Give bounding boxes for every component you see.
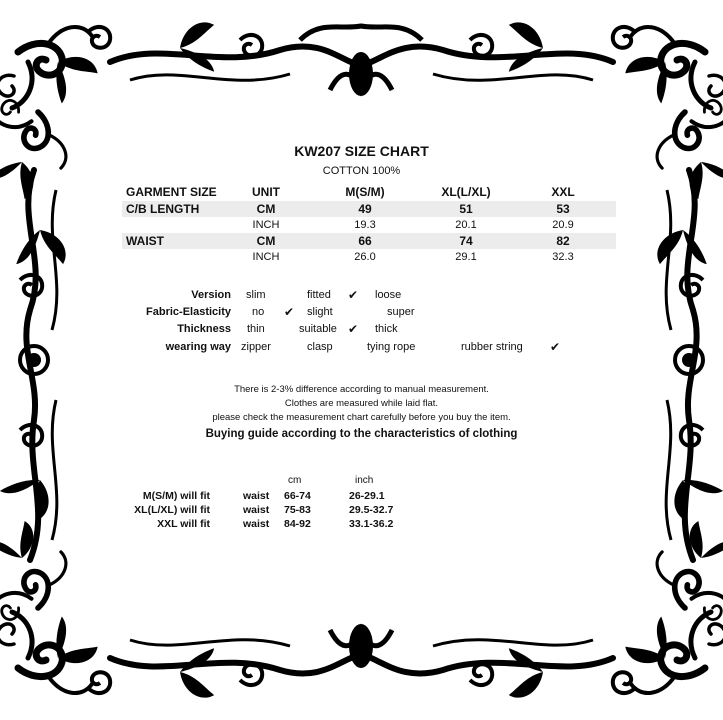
header-garment-size: GARMENT SIZE [126, 185, 217, 199]
option-no: no [252, 306, 265, 318]
attr-label-version: Version [191, 289, 231, 301]
right-edge-ornament [653, 170, 723, 560]
option-clasp: clasp [307, 341, 333, 353]
attr-label-wearing-way: wearing way [165, 341, 231, 353]
option-zipper: zipper [241, 341, 271, 353]
option-slight: slight [307, 306, 333, 318]
corner-ornament-bottom-right [613, 520, 723, 693]
value-cell: 32.3 [552, 251, 574, 263]
unit-cell: CM [256, 202, 276, 216]
fit-col-cm: cm [288, 475, 302, 486]
option-rubber-string: rubber string [461, 341, 523, 353]
fit-cm: 75-83 [284, 504, 311, 516]
value-cell: 19.3 [354, 219, 376, 231]
fit-row-label: XXL will fit [157, 518, 210, 530]
fit-cm: 66-74 [284, 490, 311, 502]
fit-inch: 33.1-36.2 [349, 518, 394, 530]
note-line: There is 2-3% difference according to manual measurement. [234, 384, 489, 395]
note-line: Clothes are measured while laid flat. [284, 398, 439, 409]
row-label-cb-length: C/B LENGTH [126, 202, 200, 216]
check-icon: ✔ [348, 288, 359, 302]
row-label-waist: WAIST [126, 234, 164, 248]
value-cell: 20.9 [552, 219, 574, 231]
left-edge-ornament [0, 170, 70, 560]
corner-ornament-bottom-left [0, 520, 110, 693]
attr-label-thickness: Thickness [177, 323, 231, 335]
option-thick: thick [375, 323, 398, 335]
option-slim: slim [246, 289, 266, 301]
fit-row-label: M(S/M) will fit [142, 490, 210, 502]
fit-inch: 26-29.1 [349, 490, 385, 502]
value-cell: 74 [459, 234, 473, 248]
header-unit: UNIT [252, 185, 280, 199]
option-fitted: fitted [307, 289, 331, 301]
header-size-xl: XL(L/XL) [441, 185, 491, 199]
value-cell: 82 [556, 234, 570, 248]
fit-inch: 29.5-32.7 [349, 504, 394, 516]
unit-cell: CM [256, 234, 276, 248]
fit-row-label: XL(L/XL) will fit [134, 504, 210, 516]
value-cell: 26.0 [354, 251, 376, 263]
unit-cell: INCH [252, 251, 280, 263]
fit-part: waist [243, 518, 270, 530]
value-cell: 20.1 [455, 219, 477, 231]
value-cell: 51 [459, 202, 473, 216]
value-cell: 29.1 [455, 251, 477, 263]
bottom-edge-ornament [110, 624, 613, 702]
top-edge-ornament [110, 18, 613, 96]
check-icon: ✔ [284, 305, 295, 319]
check-icon: ✔ [550, 340, 561, 354]
option-tying-rope: tying rope [367, 341, 416, 353]
header-size-xxl: XXL [551, 185, 575, 199]
option-super: super [387, 306, 415, 318]
note-line: please check the measurement chart carefully before you buy the item. [212, 412, 511, 423]
value-cell: 49 [358, 202, 372, 216]
value-cell: 53 [556, 202, 570, 216]
option-suitable: suitable [299, 323, 337, 335]
fit-cm: 84-92 [284, 518, 311, 530]
buying-guide-title: Buying guide according to the characteristics of clothing [205, 428, 518, 440]
material-label: COTTON 100% [322, 165, 401, 177]
fit-part: waist [243, 490, 270, 502]
unit-cell: INCH [252, 219, 280, 231]
option-loose: loose [375, 289, 402, 301]
fit-part: waist [243, 504, 270, 516]
option-thin: thin [247, 323, 265, 335]
chart-title: KW207 SIZE CHART [294, 143, 429, 159]
header-size-m: M(S/M) [345, 185, 385, 199]
fit-col-inch: inch [355, 475, 374, 486]
check-icon: ✔ [348, 322, 359, 336]
value-cell: 66 [358, 234, 372, 248]
attr-label-fabric-elasticity: Fabric-Elasticity [146, 306, 231, 318]
